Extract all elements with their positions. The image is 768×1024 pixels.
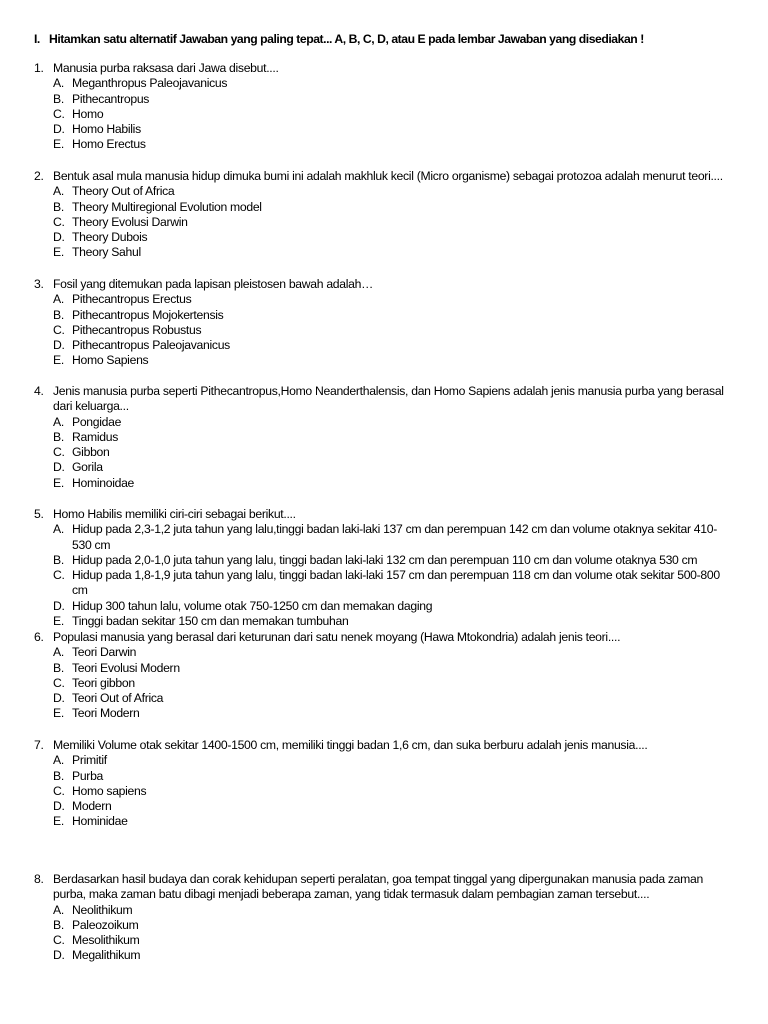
question-number: 8.	[34, 872, 44, 886]
option-text: Mesolithikum	[72, 933, 140, 948]
question-number: 1.	[34, 61, 44, 75]
option-label: A.	[53, 76, 64, 91]
question-5	[34, 507, 734, 629]
option-label: D.	[53, 338, 65, 353]
option-c	[53, 676, 734, 691]
option-text: Hominidae	[72, 814, 128, 829]
option-label: D.	[53, 122, 65, 137]
option-label: A.	[53, 292, 64, 307]
option-label: E.	[53, 706, 64, 721]
option-text: Gorila	[72, 460, 103, 475]
option-text: Primitif	[72, 753, 107, 768]
option-b	[53, 661, 734, 676]
option-text: Theory Dubois	[72, 230, 148, 245]
option-label: B.	[53, 307, 64, 322]
option-text: Pithecantropus Paleojavanicus	[72, 338, 230, 353]
option-label: D.	[53, 460, 65, 475]
option-label: B.	[53, 552, 64, 567]
option-text: Modern	[72, 799, 112, 814]
option-label: A.	[53, 753, 64, 768]
option-label: A.	[53, 414, 64, 429]
option-c	[53, 107, 734, 122]
option-label: D.	[53, 799, 65, 814]
option-a	[53, 753, 734, 768]
option-text: Teori Modern	[72, 706, 140, 721]
option-label: A.	[53, 184, 64, 199]
option-text: Homo Erectus	[72, 137, 146, 152]
option-label: E.	[53, 137, 64, 152]
option-label: B.	[53, 660, 64, 675]
section-number: I.	[34, 32, 40, 46]
option-b	[53, 430, 734, 445]
question-3	[34, 277, 734, 369]
option-text: Teori gibbon	[72, 675, 135, 690]
option-text: Neolithikum	[72, 902, 133, 917]
question-text: Berdasarkan hasil budaya dan corak kehidupan seperti peralatan, goa tempat tinggal yang dipergunakan manusia pada zaman purba, maka zaman batu dibagi menjadi beberapa zaman, yang tidak termasuk dalam pembagian zaman tersebut....	[53, 872, 703, 902]
option-b	[53, 553, 734, 568]
option-label: B.	[53, 768, 64, 783]
option-d	[53, 230, 734, 245]
option-c	[53, 568, 734, 599]
option-text: Teori Darwin	[72, 645, 137, 660]
option-text: Paleozoikum	[72, 917, 139, 932]
option-e	[53, 353, 734, 368]
option-text: Theory Evolusi Darwin	[72, 214, 188, 229]
option-label: C.	[53, 322, 65, 337]
option-d	[53, 460, 734, 475]
option-text: Meganthropus Paleojavanicus	[72, 76, 228, 91]
option-text: Hidup pada 2,3-1,2 juta tahun yang lalu,tinggi badan laki-laki 137 cm dan perempuan 142 cm dan volume otaknya sekitar 410-530 cm	[72, 522, 717, 552]
option-label: C.	[53, 783, 65, 798]
question-6	[34, 630, 734, 722]
question-8	[34, 872, 734, 964]
option-text: Pithecantropus Robustus	[72, 322, 202, 337]
question-1	[34, 61, 734, 153]
option-d	[53, 691, 734, 706]
option-label: C.	[53, 445, 65, 460]
option-text: Theory Sahul	[72, 245, 141, 260]
option-b	[53, 92, 734, 107]
option-text: Purba	[72, 768, 104, 783]
question-text: Fosil yang ditemukan pada lapisan pleistosen bawah adalah…	[53, 277, 374, 291]
question-4	[34, 384, 734, 491]
option-text: Pithecantropus Erectus	[72, 292, 192, 307]
option-c	[53, 933, 734, 948]
option-text: Theory Out of Africa	[72, 184, 175, 199]
option-e	[53, 137, 734, 152]
option-label: C.	[53, 568, 65, 583]
option-c	[53, 323, 734, 338]
option-text: Hidup pada 2,0-1,0 juta tahun yang lalu, tinggi badan laki-laki 132 cm dan perempuan 110 cm dan volume otaknya 530 cm	[72, 552, 698, 567]
option-d	[53, 599, 734, 614]
option-b	[53, 769, 734, 784]
option-label: E.	[53, 245, 64, 260]
option-text: Tinggi badan sekitar 150 cm dan memakan tumbuhan	[72, 614, 349, 629]
option-text: Ramidus	[72, 429, 118, 444]
option-a	[53, 184, 734, 199]
option-label: E.	[53, 353, 64, 368]
option-d	[53, 122, 734, 137]
option-label: E.	[53, 614, 64, 629]
option-text: Pithecantropus Mojokertensis	[72, 307, 224, 322]
option-label: D.	[53, 598, 65, 613]
option-c	[53, 784, 734, 799]
question-text: Bentuk asal mula manusia hidup dimuka bumi ini adalah makhluk kecil (Micro organisme) sebagai protozoa adalah menurut teori....	[53, 169, 723, 183]
option-text: Hidup 300 tahun lalu, volume otak 750-1250 cm dan memakan daging	[72, 598, 433, 613]
option-c	[53, 215, 734, 230]
option-text: Hidup pada 1,8-1,9 juta tahun yang lalu, tinggi badan laki-laki 157 cm dan perempuan 118 cm dan volume otak sekitar 500-800 cm	[72, 568, 720, 598]
option-e	[53, 814, 734, 829]
option-b	[53, 918, 734, 933]
option-d	[53, 948, 734, 963]
option-a	[53, 903, 734, 918]
question-number: 2.	[34, 169, 44, 183]
option-text: Homo	[72, 106, 104, 121]
option-text: Gibbon	[72, 445, 110, 460]
instruction-text: Hitamkan satu alternatif Jawaban yang paling tepat... A, B, C, D, atau E pada lembar Jawaban yang disediakan !	[49, 32, 644, 46]
option-a	[53, 645, 734, 660]
option-label: E.	[53, 814, 64, 829]
option-a	[53, 292, 734, 307]
question-number: 5.	[34, 507, 44, 521]
option-text: Teori Out of Africa	[72, 691, 164, 706]
option-label: A.	[53, 645, 64, 660]
option-label: E.	[53, 475, 64, 490]
option-a	[53, 522, 734, 553]
question-7	[34, 738, 734, 830]
option-text: Theory Multiregional Evolution model	[72, 199, 262, 214]
option-text: Pongidae	[72, 414, 122, 429]
option-label: C.	[53, 106, 65, 121]
option-label: A.	[53, 522, 64, 537]
option-label: B.	[53, 91, 64, 106]
option-label: C.	[53, 675, 65, 690]
option-text: Homo sapiens	[72, 783, 147, 798]
option-a	[53, 76, 734, 91]
option-e	[53, 476, 734, 491]
question-number: 4.	[34, 384, 44, 398]
option-e	[53, 245, 734, 260]
question-text: Homo Habilis memiliki ciri-ciri sebagai berikut....	[53, 507, 296, 521]
option-label: D.	[53, 230, 65, 245]
option-label: C.	[53, 933, 65, 948]
option-text: Megalithikum	[72, 948, 141, 963]
option-e	[53, 706, 734, 721]
question-number: 6.	[34, 630, 44, 644]
option-a	[53, 415, 734, 430]
option-label: B.	[53, 917, 64, 932]
question-2	[34, 169, 734, 261]
option-text: Homo Sapiens	[72, 353, 149, 368]
option-text: Teori Evolusi Modern	[72, 660, 180, 675]
option-text: Pithecantropus	[72, 91, 150, 106]
option-label: A.	[53, 902, 64, 917]
option-label: B.	[53, 199, 64, 214]
option-label: C.	[53, 214, 65, 229]
option-e	[53, 614, 734, 629]
question-number: 7.	[34, 738, 44, 752]
option-d	[53, 338, 734, 353]
option-text: Hominoidae	[72, 475, 135, 490]
option-label: D.	[53, 691, 65, 706]
question-text: Jenis manusia purba seperti Pithecantropus,Homo Neanderthalensis, dan Homo Sapiens adalah jenis manusia purba yang berasal dari keluarga...	[53, 384, 724, 414]
question-text: Manusia purba raksasa dari Jawa disebut....	[53, 61, 279, 75]
option-label: D.	[53, 948, 65, 963]
option-label: B.	[53, 429, 64, 444]
option-b	[53, 308, 734, 323]
question-text: Populasi manusia yang berasal dari keturunan dari satu nenek moyang (Hawa Mtokondria) adalah jenis teori....	[53, 630, 621, 644]
option-b	[53, 200, 734, 215]
question-text: Memiliki Volume otak sekitar 1400-1500 cm, memiliki tinggi badan 1,6 cm, dan suka berburu adalah jenis manusia....	[53, 738, 648, 752]
instruction-header	[34, 32, 744, 47]
option-text: Homo Habilis	[72, 122, 141, 137]
option-d	[53, 799, 734, 814]
question-number: 3.	[34, 277, 44, 291]
option-c	[53, 445, 734, 460]
